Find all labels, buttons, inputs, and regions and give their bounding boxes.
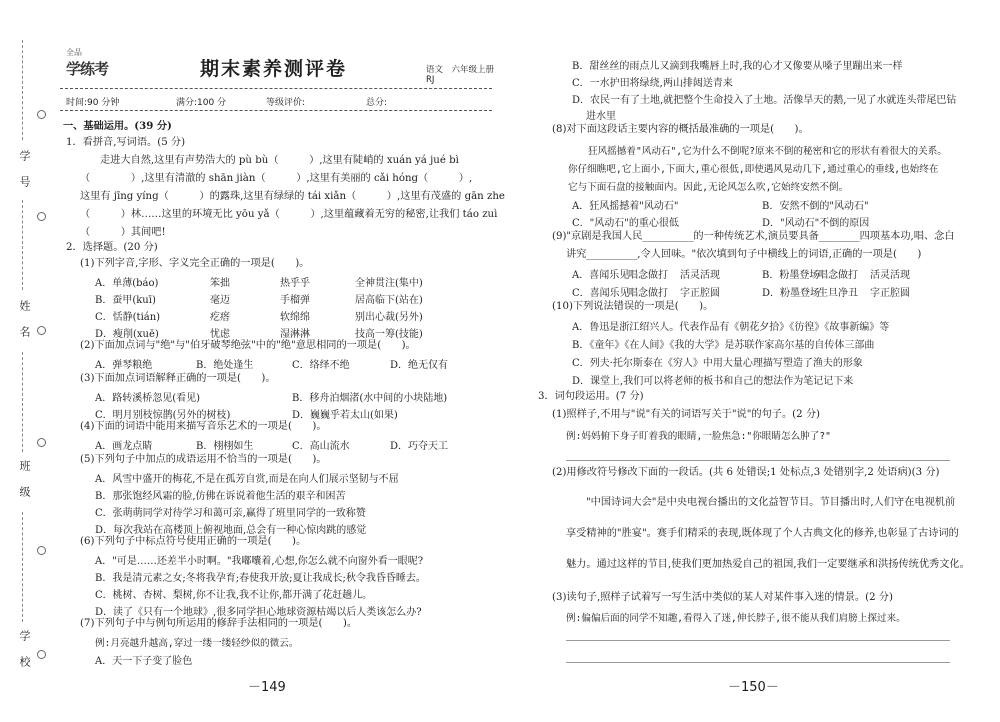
question-2-4: (4)下面的词语中能用来描写音乐艺术的一项是( )。 [80,421,327,432]
question-2-3: (3)下面加点词语解释正确的一项是( )。 [80,373,276,384]
q1-line: （ ）林……这里的环境无比 yōu yǎ（ ）,这里蕴藏着无穷的秘密,让我们 táo zuì [80,209,498,220]
passage-line: 魅力。通过这样的节目,使我们更加热爱自己的祖国,我们一定要继承和洪扬传统优秀文化。 [566,559,970,570]
school-label: 学 校 [18,630,31,669]
option-text: 活灵活现 [870,270,910,281]
option-text: B．我是清元素之女;冬将我孕育;春使我开放;夏让我成长;秋令我昏昏睡去。 [95,573,426,584]
option-text: B．绝处逢生 [196,360,254,371]
option-text: D．瘦削(xuē) [95,329,159,340]
subject-grade-meta: 语文 六年级上册 RJ [426,65,503,85]
gutter-dashed-line [22,40,23,140]
option-text: C．张萌萌同学对待学习和蔼可亲,赢得了班里同学的一致称赞 [95,508,366,519]
option-text: A．狂风摇撼着"风动石" [572,201,679,212]
option-text: A．"可是……还差半小时啊。"我嘟囔着,心想,你怎么就不向窗外看一眼呢? [95,556,424,567]
q1-line: （ ）,这里有清澈的 shān jiàn（ ）,这里有美丽的 cǎi hóng（ ）, [80,173,473,184]
gutter-dashed-line [22,352,23,452]
option-text: A．弹琴粮绝 [95,360,153,371]
option-text: D．课堂上,我们可以将老师的板书和自己的想法作为笔记记下来 [572,376,854,387]
option-text: C．一水护田将绿绕,两山排闼送青来 [572,78,733,89]
question-2-9: (9)"京剧是我国人民__________的一种传统艺术,演员要具备________四项基本功,唱、念白 [552,231,955,242]
binding-hole-icon [37,650,46,659]
option-text: C．列夫·托尔斯泰在《穷人》中用大量心理描写塑造了渔夫的形象 [572,358,863,369]
full-score-label: 满分:100 分 [176,98,227,108]
option-text: B．移舟泊烟渚(水中间的小块陆地) [292,393,448,404]
option-text: A．风雪中盛开的梅花,不是在孤芳自赏,而是在向人们展示坚韧与不屈 [95,474,399,485]
page-number: －150－ [728,680,779,695]
option-text: 疙瘩 [210,312,230,323]
publisher-logo: 全品 学练考 [66,48,109,78]
question-2: 2．选择题。(20 分) [66,242,158,253]
passage-line: 享受精神的"胜宴"。赛手们精采的表现,既体现了个人古典文化的修养,也彰显了古诗词的 [566,528,959,539]
option-text: B．那张饱经风霜的脸,仿佛在诉说着他生活的艰辛和困苦 [95,491,346,502]
option-text: D．"风动石"不倒的原因 [762,218,870,229]
option-text: D．每次我站在高楼顶上俯视地面,总会有一种心惊肉跳的感觉 [95,525,367,536]
option-text: 生旦净丑 [818,288,858,299]
option-text: A．喜闻乐见 [572,270,630,281]
option-text: A．画龙点睛 [95,441,153,452]
option-text: A．鲁迅是浙江绍兴人。代表作品有《朝花夕拾》《彷徨》《故事新编》等 [572,322,890,333]
q1-line: 走进大自然,这里有声势浩大的 pù bù（ ）,这里有陡峭的 xuán yá jué bì [100,155,459,166]
option-text: C．桃树、杏树、梨树,你不让我,我不让你,都开满了花赶趟儿。 [95,590,373,601]
grade-label: 等级评价: [266,98,306,108]
option-text: 技高一筹(技能) [355,329,423,340]
binding-hole-icon [37,326,46,335]
option-text: 毫迈 [210,295,230,306]
option-text: C．明月别枝惊鹊(另外的树枝) [95,410,231,421]
option-text: 软绵绵 [280,312,310,323]
passage-line: 你仔细瞧吧,它上面小,下面大,重心很低,即使遇风晃动几下,通过重心的垂线,也始终在 [568,164,939,175]
option-text: 唱念做打 [628,270,668,281]
question-2-10: (10)下列说法错误的一项是( )。 [552,301,714,312]
binding-hole-icon [37,212,46,221]
q1-line: 这里有 jīng yíng（ ）的露珠,这里有绿绿的 tái xiǎn（ ）,这里有茂盛的 gān zhe [80,191,505,202]
answer-line[interactable] [566,460,950,461]
option-text: 全神贯注(集中) [355,278,423,289]
name-label: 姓 名 [18,300,31,339]
question-2-9: 讲究__________,令人回味。"依次填到句子中横线上的词语,正确的一项是( ) [566,249,922,260]
option-text: 湿淋淋 [280,329,310,340]
question-2-7: (7)下列句子中与例句所运用的修辞手法相同的一项是( )。 [80,618,358,629]
passage-line: "中国诗词大会"是中央电视台播出的文化益智节目。节目播出时,人们守在电视机前 [586,497,956,508]
option-text: B．安然不倒的"风动石" [762,201,869,212]
option-text: 热乎乎 [280,278,310,289]
section-heading: 一、基础运用。(39 分) [63,120,172,132]
option-text: 字正腔圆 [870,288,910,299]
option-text: 别出心裁(另外) [355,312,423,323]
binding-hole-icon [37,438,46,447]
option-text: B．蚕甲(kuī) [95,295,156,306]
option-text: 活灵活现 [680,270,720,281]
question-2-6: (6)下列句子中标点符号使用正确的一项是( )。 [80,536,307,547]
option-text: 唱念做打 [628,288,668,299]
time-label: 时间:90 分钟 [66,98,120,108]
exam-title: 期末素养测评卷 [200,58,348,80]
option-text: B．《童年》《在人间》《我的大学》是苏联作家高尔基的自传体三部曲 [572,340,875,351]
option-text: C．恬静(tián) [95,312,161,323]
page-number: －149 [248,680,286,695]
option-text: D．巧夺天工 [390,441,449,452]
option-text: A．路转溪桥忽见(看见) [95,393,201,404]
option-text: 居高临下(站在) [355,295,423,306]
option-text: B．粉墨登场 [762,270,820,281]
total-label: 总分: [366,98,388,108]
gutter-dashed-line [22,200,23,290]
option-text: 手榴弹 [280,295,310,306]
option-text: C．高山流水 [292,441,350,452]
question-2-5: (5)下列句子中加点的成语运用不恰当的一项是( )。 [80,454,327,465]
right-page [500,0,1000,722]
binding-hole-icon [37,110,46,119]
option-text: 笨拙 [210,278,230,289]
option-text: C．喜闻乐见 [572,288,630,299]
option-text: A．单薄(báo) [95,278,159,289]
option-text: 字正腔圆 [680,288,720,299]
option-text: 进水里 [586,111,616,122]
answer-line[interactable] [566,640,950,641]
header-rule [60,110,492,111]
option-text: D．粉墨登场 [762,288,821,299]
q1-line: （ ）其间吧! [80,227,166,238]
option-text: A．天一下子变了脸色 [95,656,193,667]
answer-line[interactable] [566,662,950,663]
question-3-2: (2)用修改符号修改下面的一段话。(共 6 处错误;1 处标点,3 处错别字,2 处语病)(3 分) [552,467,940,478]
question-1: 1．看拼音,写词语。(5 分) [66,137,186,148]
example-sentence: 例:月亮越升越高,穿过一缕一缕轻纱似的微云。 [95,638,299,649]
passage-line: 狂风摇撼着"风动石",它为什么不倒呢?原来不倒的秘密和它的形状有着很大的关系。 [588,146,947,157]
option-text: D．读了《只有一个地球》,很多同学担心地球资源枯竭以后人类该怎么办? [95,607,422,618]
option-text: B．栩栩如生 [196,441,254,452]
question-2-1: (1)下列字音,字形、字义完全正确的一项是( )。 [80,258,310,269]
example-sentence: 例:妈妈俯下身子盯着我的眼睛,一脸焦急:"你眼睛怎么肿了?" [566,431,831,442]
question-3: 3．词句段运用。(7 分) [538,391,644,402]
passage-line: 它与下面石盘的接触面内。因此,无论风怎么吹,它始终安然不倒。 [568,182,849,193]
option-text: D．农民一有了土地,就把整个生命投入了土地。活像旱天的鹅,一见了水就连头带尾巴钻 [572,95,957,106]
option-text: C．"风动石"的重心很低 [572,218,679,229]
question-3-1: (1)照样子,不用与"说"有关的词语写关于"说"的句子。(2 分) [552,409,821,420]
gutter-dashed-line [22,512,23,622]
question-3-3: (3)读句子,照样子试着写一写生活中类似的某人对某件事入迷的情景。(2 分) [552,592,893,603]
example-sentence: 例:偏偏后面的同学不知趣,看得入了迷,伸长脖子,很不能从我们肩膀上探过来。 [566,613,906,624]
header-rule [60,88,492,89]
binding-hole-icon [37,546,46,555]
student-number-label: 学 号 [18,150,31,189]
question-2-8: (8)对下面这段话主要内容的概括最准确的一项是( )。 [552,124,809,135]
option-text: 唱念做打 [818,270,858,281]
question-2-2: (2)下面加点词与"绝"与"伯牙破琴绝弦"中的"绝"意思相同的一项是( )。 [80,340,416,351]
option-text: 忧虑 [210,329,230,340]
option-text: C．络绎不绝 [292,360,350,371]
option-text: D．绝无仅有 [390,360,449,371]
class-label: 班 级 [18,460,31,499]
option-text: B．甜丝丝的雨点儿又滴到我嘴唇上时,我的心才又像要从嗓子里蹦出来一样 [572,61,903,72]
option-text: D．巍巍乎若太山(如果) [292,410,398,421]
binding-gutter [0,0,48,722]
